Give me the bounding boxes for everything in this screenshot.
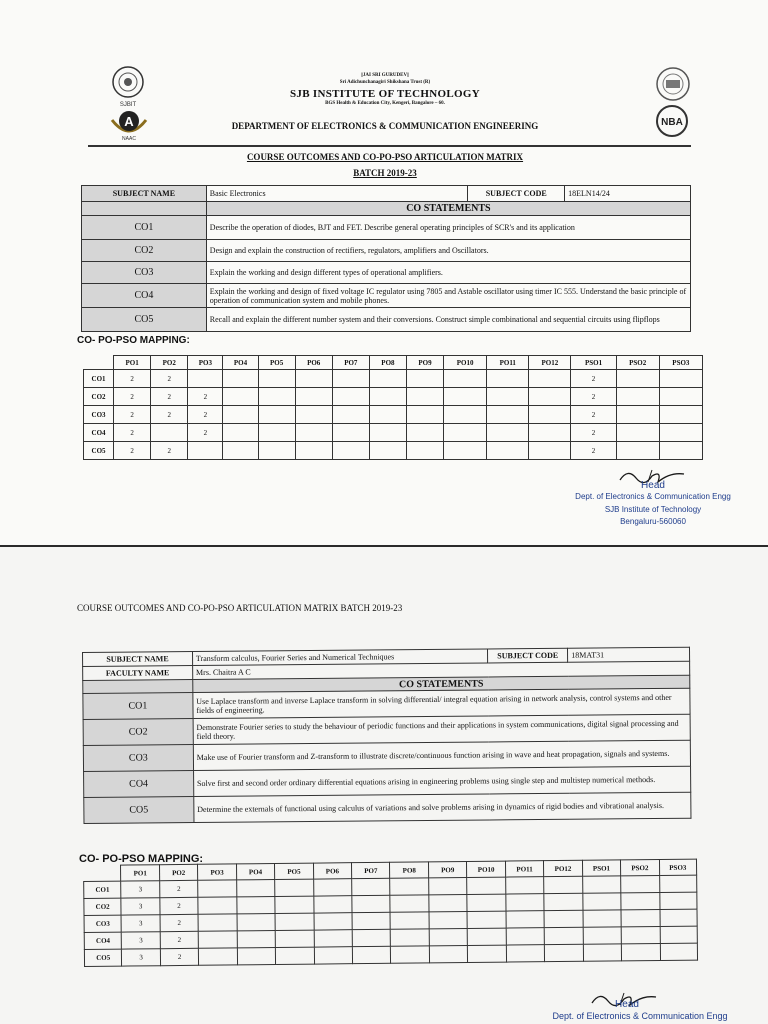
svg-text:SJBIT: SJBIT xyxy=(119,102,137,108)
mapping-co-label: CO5 xyxy=(84,949,122,966)
co-statement: Determine the externals of functional using calculus of variations and solve problems arising in dynamics of rigid bodies and vibrational analysis. xyxy=(194,792,691,822)
mapping-cell xyxy=(332,388,369,406)
mapping-cell xyxy=(258,406,295,424)
mapping-cell xyxy=(621,926,660,943)
mapping-cell xyxy=(429,877,468,894)
mapping-cell xyxy=(487,388,529,406)
co-statements-heading: CO STATEMENTS xyxy=(193,675,690,692)
mapping-cell xyxy=(544,927,583,944)
mapping-cell xyxy=(582,876,621,893)
signature-institute: SJB Institute of Technology xyxy=(604,505,702,514)
mapping-cell xyxy=(237,913,276,930)
mapping-cell xyxy=(199,948,238,965)
mapping-cell xyxy=(621,892,660,909)
mapping-cell xyxy=(616,370,659,388)
mapping-cell xyxy=(506,928,545,945)
mapping-cell: 2 xyxy=(571,406,616,424)
mapping-cell xyxy=(659,370,702,388)
mapping-row xyxy=(84,442,703,460)
mapping-cell xyxy=(487,424,529,442)
mapping-cell xyxy=(332,442,369,460)
co-statement: Design and explain the construction of rectifiers, regulators, amplifiers and Oscillators. xyxy=(206,240,690,262)
co-statement: Solve first and second order ordinary differential equations arising in engineering problems using single step and multistep numerical methods. xyxy=(193,766,690,796)
mapping-cell: 2 xyxy=(160,897,199,914)
mapping-cell xyxy=(444,388,487,406)
signature-city: Bengaluru-560060 xyxy=(620,517,686,526)
mapping-cell xyxy=(223,388,258,406)
trust-invocation: ||JAI SRI GURUDEV|| xyxy=(360,73,410,78)
mapping-cell xyxy=(332,406,369,424)
mapping-cell xyxy=(544,893,583,910)
mapping-cell: 2 xyxy=(114,388,151,406)
co-row xyxy=(82,262,691,284)
mapping-cell xyxy=(406,424,443,442)
mapping-cell: 2 xyxy=(114,406,151,424)
co-label: CO4 xyxy=(82,284,207,308)
mapping-cell xyxy=(275,896,314,913)
co-statement: Recall and explain the different number system and their conversions. Construct simple combinational and sequential circuits using flipflops xyxy=(206,308,690,332)
mapping-cell xyxy=(198,880,237,897)
mapping-cell xyxy=(276,947,315,964)
mapping-cell: 2 xyxy=(151,442,188,460)
mapping-cell: 3 xyxy=(121,881,160,898)
mapping-cell: 2 xyxy=(114,370,151,388)
header-po11: PO11 xyxy=(505,861,544,877)
mapping-cell: 2 xyxy=(114,424,151,442)
mapping-cell xyxy=(295,406,332,424)
mapping-cell xyxy=(295,442,332,460)
mapping-cell xyxy=(545,944,584,961)
header-po2: PO2 xyxy=(159,864,198,880)
mapping-cell xyxy=(444,406,487,424)
mapping-cell xyxy=(314,930,353,947)
mapping-cell xyxy=(275,930,314,947)
faculty-name-label: FACULTY NAME xyxy=(83,666,193,681)
mapping-cell xyxy=(406,442,443,460)
institute-address: BGS Health & Education City, Kengeri, Bangalore – 60. xyxy=(325,101,445,106)
svg-text:NAAC: NAAC xyxy=(122,136,136,142)
mapping-cell xyxy=(223,424,258,442)
mapping-cell: 3 xyxy=(121,898,160,915)
mapping-cell xyxy=(468,928,507,945)
mapping-cell xyxy=(295,424,332,442)
mapping-cell xyxy=(237,947,276,964)
co-label: CO1 xyxy=(82,216,207,240)
mapping-cell xyxy=(659,406,702,424)
mapping-cell: 2 xyxy=(571,388,616,406)
mapping-cell xyxy=(406,370,443,388)
mapping-cell xyxy=(275,879,314,896)
mapping-cell xyxy=(332,424,369,442)
mapping-cell xyxy=(467,911,506,928)
mapping-cell xyxy=(390,912,429,929)
mapping-cell xyxy=(429,928,468,945)
mapping-cell: 3 xyxy=(121,915,160,932)
mapping-cell xyxy=(616,424,659,442)
mapping-cell xyxy=(429,945,468,962)
mapping-cell xyxy=(444,442,487,460)
mapping-cell xyxy=(659,442,702,460)
subject-name-label: SUBJECT NAME xyxy=(82,186,207,202)
mapping-cell xyxy=(390,895,429,912)
mapping-cell xyxy=(529,442,571,460)
header-po6: PO6 xyxy=(313,863,352,879)
department-name: DEPARTMENT OF ELECTRONICS & COMMUNICATION ENGINEERING xyxy=(231,121,539,131)
svg-text:A: A xyxy=(124,114,134,129)
mapping-cell xyxy=(529,406,571,424)
svg-text:NBA: NBA xyxy=(661,117,683,128)
mapping-cell: 2 xyxy=(151,406,188,424)
mapping-cell xyxy=(621,943,660,960)
mapping-row xyxy=(84,388,703,406)
header-po8: PO8 xyxy=(390,862,429,878)
header-po9: PO9 xyxy=(406,356,443,370)
mapping-cell xyxy=(391,929,430,946)
mapping-title: CO- PO-PSO MAPPING: xyxy=(77,335,190,346)
header-po3: PO3 xyxy=(188,356,223,370)
mapping-co-label: CO1 xyxy=(84,370,114,388)
mapping-cell xyxy=(659,388,702,406)
batch-label: BATCH 2019-23 xyxy=(353,168,417,178)
header-pso2: PSO2 xyxy=(616,356,659,370)
mapping-cell xyxy=(506,911,545,928)
mapping-cell xyxy=(223,406,258,424)
co-label: CO1 xyxy=(83,693,193,720)
mapping-cell xyxy=(332,370,369,388)
mapping-cell xyxy=(391,946,430,963)
mapping-cell xyxy=(444,424,487,442)
mapping-co-label: CO2 xyxy=(84,388,114,406)
mapping-cell xyxy=(583,927,622,944)
subject-code-label: SUBJECT CODE xyxy=(468,186,565,202)
mapping-cell xyxy=(468,945,507,962)
mapping-cell xyxy=(506,945,545,962)
co-row xyxy=(84,792,691,823)
mapping-cell xyxy=(544,876,583,893)
mapping-cell: 2 xyxy=(114,442,151,460)
co-statement: Explain the working and design different types of operational amplifiers. xyxy=(206,262,690,284)
mapping-title-2: CO- PO-PSO MAPPING: xyxy=(79,853,204,865)
mapping-cell xyxy=(295,388,332,406)
mapping-cell xyxy=(314,947,353,964)
co-po-pso-mapping-table-2 xyxy=(83,859,698,967)
mapping-cell xyxy=(258,424,295,442)
mapping-co-label: CO4 xyxy=(84,932,122,949)
mapping-cell xyxy=(352,878,391,895)
header-pso1: PSO1 xyxy=(582,860,621,876)
mapping-cell: 2 xyxy=(188,424,223,442)
mapping-cell xyxy=(583,944,622,961)
signature-dept-2: Dept. of Electronics & Communication Engg xyxy=(552,1011,728,1021)
mapping-cell xyxy=(467,877,506,894)
mapping-row xyxy=(84,406,703,424)
co-label: CO2 xyxy=(82,240,207,262)
mapping-cell xyxy=(237,896,276,913)
mapping-cell xyxy=(369,406,406,424)
mapping-cell: 2 xyxy=(571,424,616,442)
mapping-cell xyxy=(223,370,258,388)
mapping-cell xyxy=(616,406,659,424)
header-po12: PO12 xyxy=(529,356,571,370)
header-pso3: PSO3 xyxy=(659,356,702,370)
mapping-row xyxy=(84,424,703,442)
header-po1: PO1 xyxy=(121,865,160,881)
mapping-cell: 2 xyxy=(571,370,616,388)
mapping-cell xyxy=(352,912,391,929)
subject-code-value: 18MAT31 xyxy=(568,647,690,662)
co-statements-heading: CO STATEMENTS xyxy=(206,202,690,216)
matrix-title-2: COURSE OUTCOMES AND CO-PO-PSO ARTICULATION MATRIX BATCH 2019-23 xyxy=(77,603,403,613)
header-po4: PO4 xyxy=(236,863,275,879)
header-po6: PO6 xyxy=(295,356,332,370)
header-po7: PO7 xyxy=(332,356,369,370)
mapping-cell: 2 xyxy=(151,370,188,388)
subject-code-label: SUBJECT CODE xyxy=(488,648,568,663)
header-po4: PO4 xyxy=(223,356,258,370)
faculty-name-value: Mrs. Chaitra A C xyxy=(192,661,689,679)
mapping-co-label: CO3 xyxy=(84,406,114,424)
institute-name: SJB INSTITUTE OF TECHNOLOGY xyxy=(290,88,480,100)
mapping-co-label: CO2 xyxy=(84,898,122,915)
mapping-cell xyxy=(621,909,660,926)
mapping-cell xyxy=(352,929,391,946)
header-po9: PO9 xyxy=(428,861,467,877)
mapping-cell xyxy=(659,892,697,909)
subject-name-value: Transform calculus, Fourier Series and Numerical Techniques xyxy=(192,649,488,666)
co-statements-table-2 xyxy=(82,647,691,824)
header-po10: PO10 xyxy=(444,356,487,370)
mapping-cell xyxy=(444,370,487,388)
mapping-cell: 3 xyxy=(122,932,161,949)
co-label: CO3 xyxy=(83,745,193,772)
college-emblem-logo xyxy=(105,64,151,110)
mapping-cell xyxy=(506,894,545,911)
mapping-co-label: CO1 xyxy=(84,881,122,898)
mapping-cell xyxy=(406,406,443,424)
mapping-cell xyxy=(390,878,429,895)
nba-logo xyxy=(655,104,689,138)
mapping-cell: 2 xyxy=(160,880,199,897)
co-statement: Make use of Fourier transform and Z-transform to illustrate discrete/continuous function arising in wave and heat propagation, signals and systems. xyxy=(193,740,690,770)
header-po10: PO10 xyxy=(467,861,506,877)
mapping-cell: 2 xyxy=(160,948,199,965)
mapping-cell xyxy=(616,442,659,460)
header-po12: PO12 xyxy=(544,860,583,876)
signature-dept: Dept. of Electronics & Communication Engg xyxy=(575,492,731,501)
mapping-cell xyxy=(616,388,659,406)
co-row xyxy=(82,216,691,240)
mapping-cell xyxy=(295,370,332,388)
signature-head-label: Head xyxy=(641,480,665,491)
mapping-cell xyxy=(659,875,697,892)
mapping-cell: 2 xyxy=(160,931,199,948)
mapping-cell xyxy=(467,894,506,911)
co-statement: Explain the working and design of fixed voltage IC regulator using 7805 and Astable oscillator using timer IC 555. Understand the basic principle of operation of communication system and mobile phones. xyxy=(206,284,690,308)
co-row xyxy=(82,240,691,262)
mapping-cell xyxy=(352,895,391,912)
mapping-cell: 2 xyxy=(188,406,223,424)
mapping-cell xyxy=(406,388,443,406)
co-statement: Demonstrate Fourier series to study the behaviour of periodic functions and their applications in system communications, digital signal processing and field theory. xyxy=(193,714,690,744)
mapping-cell xyxy=(369,424,406,442)
mapping-co-label: CO5 xyxy=(84,442,114,460)
mapping-cell xyxy=(313,879,352,896)
mapping-cell xyxy=(487,442,529,460)
co-label: CO5 xyxy=(82,308,207,332)
mapping-cell: 3 xyxy=(122,949,161,966)
subject-name-label: SUBJECT NAME xyxy=(83,652,193,667)
header-po1: PO1 xyxy=(114,356,151,370)
matrix-title: COURSE OUTCOMES AND CO-PO-PSO ARTICULATION MATRIX xyxy=(246,152,524,162)
mapping-cell xyxy=(660,909,698,926)
subject-name-value: Basic Electronics xyxy=(206,186,467,202)
mapping-cell xyxy=(505,877,544,894)
mapping-cell: 2 xyxy=(571,442,616,460)
mapping-cell xyxy=(660,926,698,943)
mapping-cell xyxy=(258,370,295,388)
header-divider xyxy=(88,145,691,147)
mapping-cell xyxy=(151,424,188,442)
mapping-cell xyxy=(198,897,237,914)
co-label: CO2 xyxy=(83,719,193,746)
co-po-pso-mapping-table xyxy=(83,355,703,460)
header-po5: PO5 xyxy=(275,863,314,879)
mapping-cell xyxy=(529,424,571,442)
mapping-cell xyxy=(369,442,406,460)
mapping-header-row xyxy=(84,356,703,370)
header-po3: PO3 xyxy=(198,864,237,880)
co-label: CO3 xyxy=(82,262,207,284)
header-po5: PO5 xyxy=(258,356,295,370)
mapping-cell xyxy=(198,914,237,931)
co-statements-table xyxy=(81,185,691,332)
mapping-cell xyxy=(660,943,698,960)
mapping-cell xyxy=(529,370,571,388)
mapping-cell xyxy=(487,406,529,424)
document-page-2 xyxy=(0,547,768,1024)
mapping-cell xyxy=(583,910,622,927)
header-pso2: PSO2 xyxy=(621,859,660,875)
mapping-cell xyxy=(429,911,468,928)
mapping-cell xyxy=(487,370,529,388)
mapping-cell xyxy=(369,370,406,388)
mapping-cell xyxy=(529,388,571,406)
co-row xyxy=(82,284,691,308)
mapping-cell xyxy=(275,913,314,930)
header-pso3: PSO3 xyxy=(659,859,697,875)
mapping-cell xyxy=(544,910,583,927)
mapping-cell xyxy=(369,388,406,406)
trust-name: Sri Adichunchanagiri Shikshana Trust (R) xyxy=(339,80,431,85)
mapping-co-label: CO4 xyxy=(84,424,114,442)
subject-code-value: 18ELN14/24 xyxy=(565,186,691,202)
co-label: CO4 xyxy=(84,771,194,798)
mapping-cell xyxy=(621,875,660,892)
mapping-cell xyxy=(258,388,295,406)
mapping-cell xyxy=(223,442,258,460)
header-po8: PO8 xyxy=(369,356,406,370)
mapping-cell: 2 xyxy=(188,388,223,406)
header-po2: PO2 xyxy=(151,356,188,370)
mapping-cell xyxy=(188,442,223,460)
mapping-co-label: CO3 xyxy=(84,915,122,932)
co-statement: Use Laplace transform and inverse Laplace transform in solving differential/ integral equation arising in network analysis, control systems and other fields of engineering. xyxy=(193,688,690,718)
naac-logo xyxy=(108,108,150,142)
mapping-cell: 2 xyxy=(151,388,188,406)
mapping-cell xyxy=(258,442,295,460)
co-row xyxy=(82,308,691,332)
iso-certification-logo xyxy=(655,66,691,102)
mapping-cell xyxy=(429,894,468,911)
mapping-row xyxy=(84,370,703,388)
mapping-cell: 2 xyxy=(160,914,199,931)
mapping-cell xyxy=(313,896,352,913)
mapping-cell xyxy=(314,913,353,930)
header-pso1: PSO1 xyxy=(571,356,616,370)
co-label: CO5 xyxy=(84,797,194,824)
mapping-cell xyxy=(188,370,223,388)
header-po7: PO7 xyxy=(352,862,391,878)
mapping-cell xyxy=(582,893,621,910)
header-po11: PO11 xyxy=(487,356,529,370)
mapping-cell xyxy=(659,424,702,442)
mapping-cell xyxy=(198,931,237,948)
co-statement: Describe the operation of diodes, BJT and FET. Describe general operating principles of SCR's and its application xyxy=(206,216,690,240)
mapping-cell xyxy=(352,946,391,963)
mapping-cell xyxy=(236,879,275,896)
signature-head-label-2: Head xyxy=(615,999,639,1010)
mapping-cell xyxy=(237,930,276,947)
